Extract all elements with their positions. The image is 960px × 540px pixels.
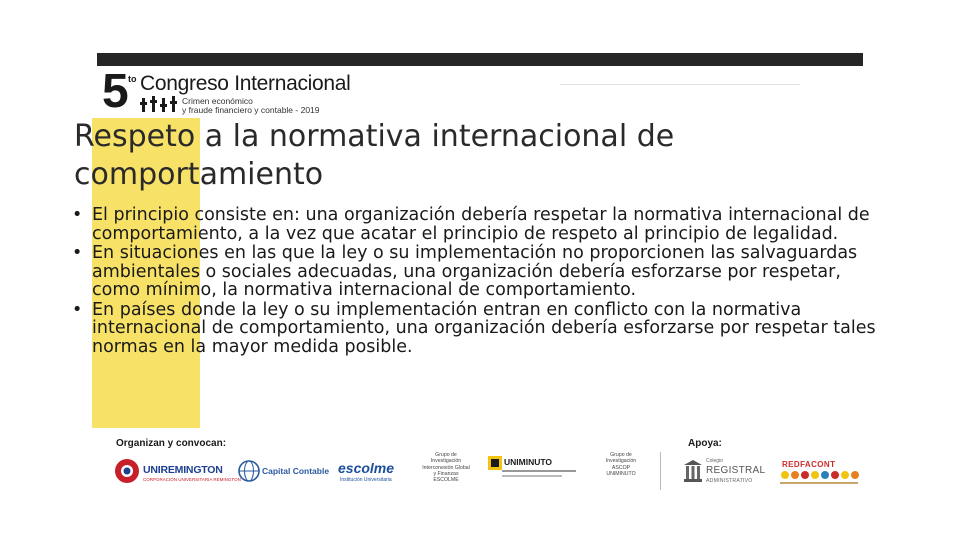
grupo-uniminuto-line-4: UNIMINUTO xyxy=(606,470,636,477)
slide-title: Respeto a la normativa internacional de comportamiento xyxy=(74,119,675,192)
bullet-dot-icon: • xyxy=(72,243,83,263)
sponsor-grupo-uniminuto-text xyxy=(596,452,646,494)
sponsor-colegio-registral-logo xyxy=(684,452,768,494)
logo-subtitle-line-1: Crimen económico xyxy=(182,96,253,106)
capital-globe-icon xyxy=(238,460,260,482)
sponsor-redfacont-logo xyxy=(778,452,862,494)
bullet-list xyxy=(72,206,892,357)
header-divider xyxy=(560,84,800,85)
sponsor-separator xyxy=(660,452,661,490)
grupo-uniminuto-line-1: Grupo de xyxy=(610,452,632,458)
grupo-escolme-line-4: y Finanzas xyxy=(433,470,459,477)
organizers-label: Organizan y convocan: xyxy=(116,438,227,449)
grupo-uniminuto-line-3: ASCOP xyxy=(611,464,631,471)
registral-columns-icon xyxy=(684,460,702,482)
bullet-dot-icon: • xyxy=(72,299,83,320)
registral-line-2: REGISTRAL xyxy=(706,465,766,476)
registral-line-3: ADMINISTRATIVO xyxy=(706,478,753,484)
grupo-uniminuto-line-2: Investigación xyxy=(605,458,637,465)
sponsor-capital-contable-logo xyxy=(238,452,330,494)
escolme-tagline: Institución Universitaria xyxy=(340,477,392,483)
redfacont-name: REDFACONT xyxy=(782,460,836,469)
logo-title: Congreso Internacional xyxy=(140,72,351,95)
bullet-item xyxy=(72,244,892,300)
capital-name: Capital Contable xyxy=(262,466,330,476)
uniminuto-emblem-icon xyxy=(488,456,502,470)
uniremington-tagline: CORPORACIÓN UNIVERSITARIA REMINGTON xyxy=(143,477,241,482)
logo-number: 5 xyxy=(102,65,129,118)
sponsor-grupo-escolme-text xyxy=(416,452,476,494)
sponsor-uniminuto-logo xyxy=(488,452,580,494)
bullet-text: En países donde la ley o su implementación entran en conflicto con la normativa internacional de comportamiento, una organización debería esforzarse por respetar tales normas en la mayor medida posible. xyxy=(92,299,876,357)
top-bar xyxy=(97,53,863,66)
sponsor-uniremington-logo xyxy=(114,452,241,494)
logo-subtitle-line-2: y fraude financiero y contable - 2019 xyxy=(182,105,320,115)
grupo-escolme-line-2: Investigación xyxy=(430,458,462,465)
bullet-item xyxy=(72,206,892,243)
bullet-item xyxy=(72,301,892,357)
redfacont-dots-icon xyxy=(780,470,860,480)
redfacont-line-decoration xyxy=(780,482,858,484)
uniminuto-name: UNIMINUTO xyxy=(504,457,553,467)
uniremington-emblem-icon xyxy=(114,458,140,484)
logo-bars-icon xyxy=(140,96,180,112)
escolme-name: escolme xyxy=(338,460,395,476)
registral-line-1: Colegio xyxy=(706,458,723,464)
bullet-text: El principio consiste en: una organización debería respetar la normativa internacional de comportamiento, a la vez que acatar el principio de respeto al principio de legalidad. xyxy=(92,205,870,244)
uniremington-name: UNIREMINGTON xyxy=(143,464,223,476)
uniminuto-line-decoration xyxy=(502,470,576,472)
grupo-escolme-line-5: ESCOLME xyxy=(433,477,459,484)
grupo-escolme-line-3: Interconexión Global xyxy=(422,464,470,471)
bullet-text: En situaciones en las que la ley o su implementación no proporcionen las salvaguardas ambientales o sociales adecuadas, una organización debería esforzarse por respetar, como mínimo, la normativa internacional de comportamiento. xyxy=(92,243,858,300)
logo-subtitle xyxy=(182,97,320,115)
support-label: Apoya: xyxy=(688,438,722,449)
sponsor-escolme-logo xyxy=(338,452,398,494)
uniminuto-line-decoration xyxy=(502,475,562,477)
congress-logo xyxy=(102,65,351,118)
grupo-escolme-line-1: Grupo de xyxy=(435,452,457,458)
logo-superscript: to xyxy=(128,74,137,84)
bullet-dot-icon: • xyxy=(72,205,83,225)
